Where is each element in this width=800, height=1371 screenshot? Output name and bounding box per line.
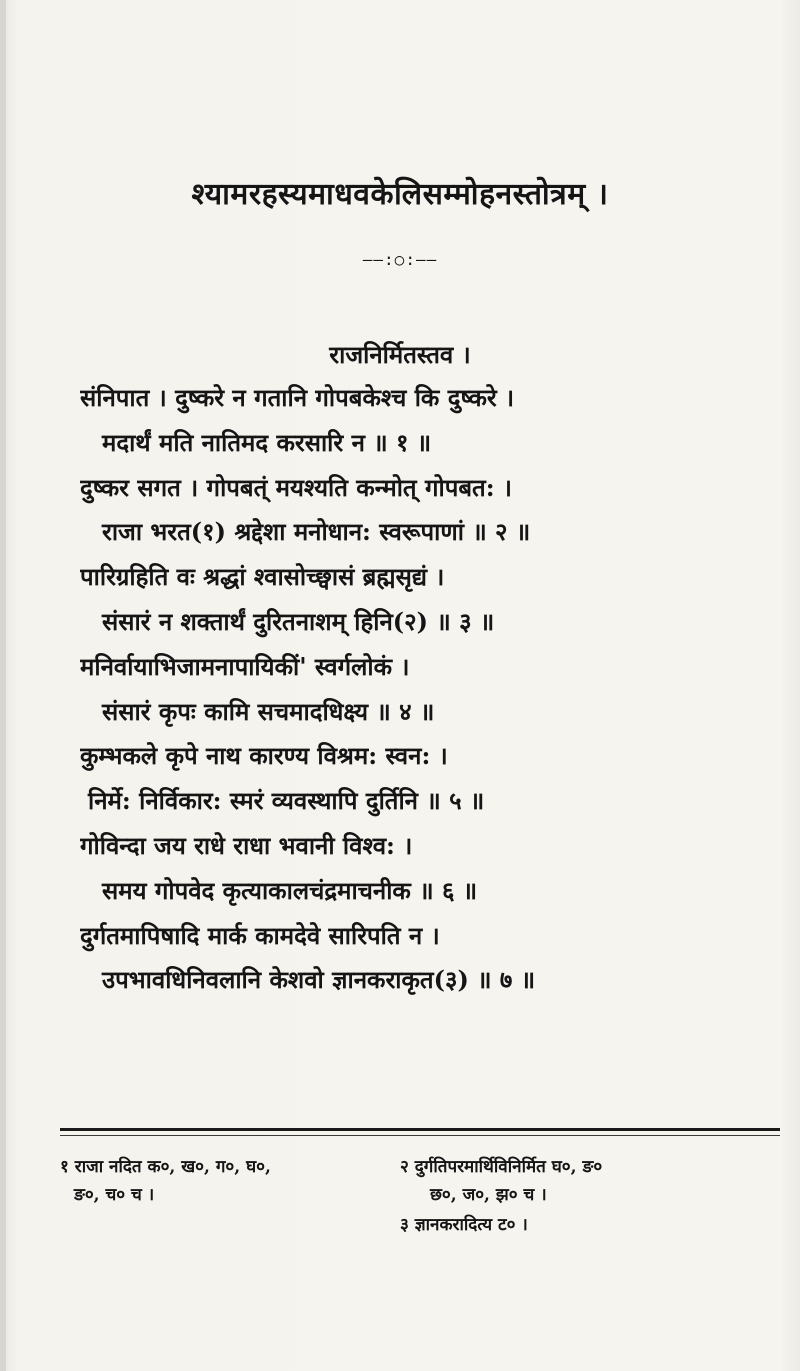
verse-line: समय गोपवेद कृत्याकालचंद्रमाचनीक ॥ ६ ॥	[102, 875, 478, 905]
verse-line: निर्मे: निर्विकार: स्मरं व्यवस्थापि दुर्तिनि ॥ ५ ॥	[88, 786, 485, 816]
footnote-1: १ राजा नदित क०, ख०, ग०, घ०,	[60, 1157, 271, 1177]
verse-line: संसारं कृपः कामि सचमादधिक्ष्य ॥ ४ ॥	[102, 696, 435, 726]
verse-line: मदार्थं मति नातिमद करसारि न ॥ १ ॥	[102, 427, 432, 457]
verse-line: उपभावधिनिवलानि केशवो ज्ञानकराकृत(३) ॥ ७ ॥	[102, 965, 536, 995]
verse-line: संनिपात । दुष्करे न गतानि गोपबकेश्च कि दुष्करे ।	[80, 383, 515, 412]
verse-line: मनिर्वायाभिजामनापायिकीं' स्वर्गलोकं ।	[80, 651, 410, 681]
page-title: श्यामरहस्यमाधवकेलिसम्मोहनस्तोत्रम् ।	[191, 177, 609, 212]
verse-line: गोविन्दा जय राधे राधा भवानी विश्व: ।	[80, 830, 413, 860]
verse-line: दुष्कर सगत । गोपबत्ं मयश्यति कन्मोत् गोपबत: ।	[80, 472, 513, 502]
footnote-3: ३ ज्ञानकरादित्य ट० ।	[400, 1215, 528, 1235]
verse-line: कुम्भकले कृपे नाथ कारण्य विश्रम: स्वन: ।	[80, 741, 448, 771]
verse-line: राजा भरत(१) श्रद्देशा मनोधान: स्वरूपाणां ॥ २ ॥	[102, 517, 531, 547]
verse-line: पारिग्रहिति वः श्रद्धां श्वासोच्छ्वासं ब्रह्मसृद्यं ।	[80, 562, 445, 592]
section-subtitle: राजनिर्मितस्तव ।	[329, 340, 471, 369]
footnote-2: २ दुर्गतिपरमार्थिविनिर्मित घ०, ङ०	[400, 1157, 603, 1177]
footnote-rule	[60, 1128, 780, 1131]
footnote-1-continued: ङ०, च० च ।	[74, 1185, 155, 1205]
verse-block	[80, 376, 730, 1003]
footnote-2-continued: छ०, ज०, झ० च ।	[430, 1185, 547, 1205]
verse-line: संसारं न शक्तार्थं दुरितनाशम् हिनि(२) ॥ ३ ॥	[102, 606, 495, 636]
verse-line: दुर्गतमापिषादि मार्क कामदेवे सारिपति न ।	[80, 920, 440, 950]
title-divider: ——:○:——	[362, 250, 438, 269]
footnote-rule-thin	[60, 1135, 780, 1136]
